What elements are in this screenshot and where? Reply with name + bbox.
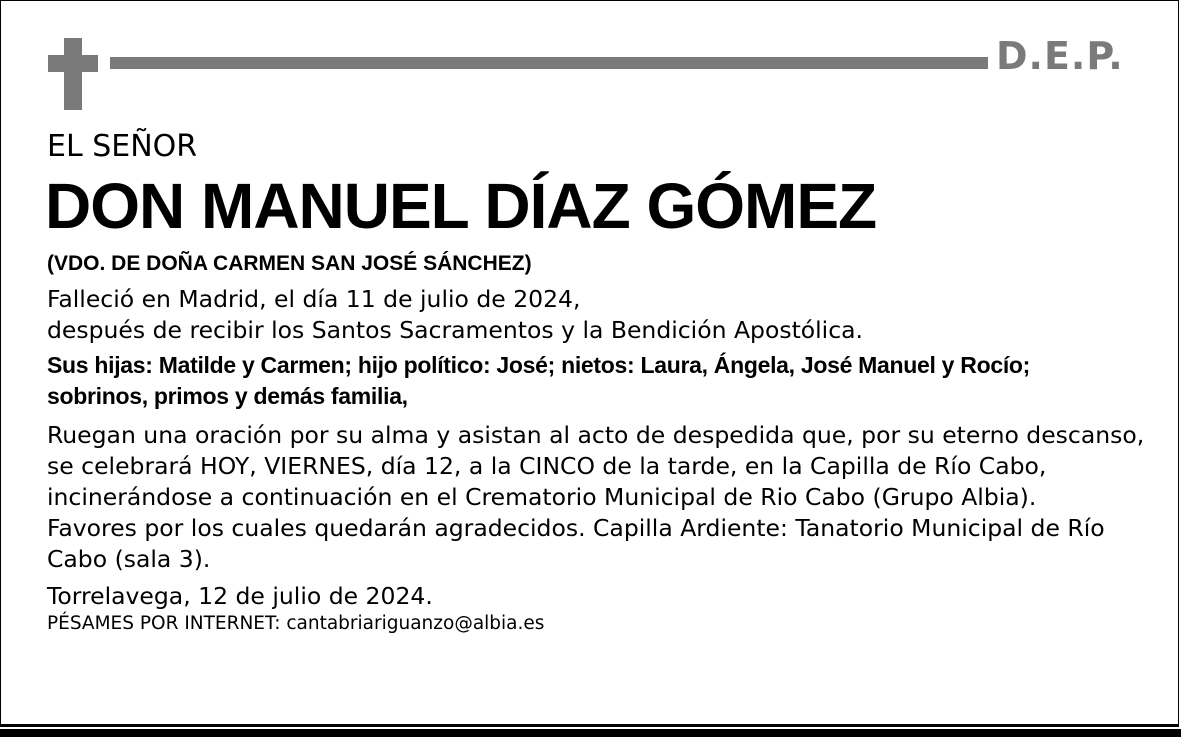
widow-of: (VDO. DE DOÑA CARMEN SAN JOSÉ SÁNCHEZ) xyxy=(47,252,532,275)
family-line: sobrinos, primos y demás familia, xyxy=(47,383,408,409)
family-line: Sus hijas: Matilde y Carmen; hijo político: José; nietos: Laura, Ángela, José Manuel y Rocío; xyxy=(47,352,1031,378)
title-prefix: EL SEÑOR xyxy=(47,129,198,164)
prayer-line: se celebrará HOY, VIERNES, día 12, a la CINCO de la tarde, en la Capilla de Río Cabo, xyxy=(47,452,1047,480)
death-line: después de recibir los Santos Sacramentos y la Bendición Apostólica. xyxy=(47,316,864,344)
death-paragraph xyxy=(47,284,1157,346)
prayer-paragraph xyxy=(47,420,1157,575)
notice-body xyxy=(47,128,1157,636)
prayer-line: Ruegan una oración por su alma y asistan al acto de despedida que, por su eterno descanso, xyxy=(47,421,1145,449)
header-rule xyxy=(110,57,988,69)
place-date: Torrelavega, 12 de julio de 2024. xyxy=(47,582,433,610)
prayer-line: Favores por los cuales quedarán agradecidos. Capilla Ardiente: Tanatorio Municipal de Río xyxy=(47,514,1105,542)
bottom-border xyxy=(0,729,1181,737)
dep-label: D.E.P. xyxy=(996,34,1124,78)
condolences-line: PÉSAMES POR INTERNET: cantabriariguanzo@albia.es xyxy=(47,613,545,634)
cross-icon xyxy=(48,38,98,110)
family-paragraph xyxy=(47,350,1157,412)
prayer-line: Cabo (sala 3). xyxy=(47,545,211,573)
prayer-line: incinerándose a continuación en el Crematorio Municipal de Rio Cabo (Grupo Albia). xyxy=(47,483,1037,511)
death-line: Falleció en Madrid, el día 11 de julio de 2024, xyxy=(47,285,581,313)
deceased-name: DON MANUEL DÍAZ GÓMEZ xyxy=(45,170,877,242)
